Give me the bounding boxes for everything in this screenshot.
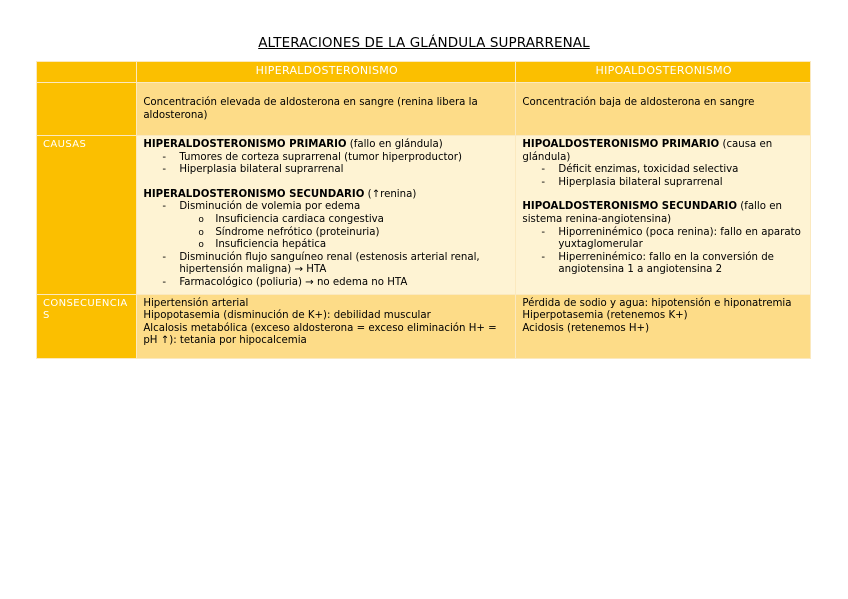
list-item: - Hiperplasia bilateral suprarrenal [162,164,510,177]
list-item: - Farmacológico (poliuria) → no edema no HTA [162,277,510,290]
definition-hipo: Concentración baja de aldosterona en sangre [516,83,811,136]
hiper-edema-sublist [179,214,510,252]
sublist-item: o Insuficiencia hepática [198,239,510,252]
text-line: Hipertensión arterial [143,297,249,309]
text-line: Acidosis (retenemos H+) [522,322,650,334]
causas-hipo [516,136,811,295]
hiper-secundario-title: HIPERALDOSTERONISMO SECUNDARIO [143,188,365,200]
list-item: - Hiperplasia bilateral suprarrenal [541,177,805,190]
hiper-secundario-list [143,201,510,289]
header-hiper: HIPERALDOSTERONISMO [137,62,516,83]
hipo-primario-list [522,164,805,189]
hiper-secundario-heading [143,189,510,202]
header-hipo: HIPOALDOSTERONISMO [516,62,811,83]
hiper-primario-note: (fallo en glándula) [346,139,443,150]
consecuencias-label: CONSECUENCIAS [37,294,137,358]
list-item [162,201,510,251]
hipo-secundario-list [522,227,805,277]
definition-row [37,83,811,136]
sublist-item: o Síndrome nefrótico (proteinuria) [198,227,510,240]
text-line: Hipopotasemia (disminución de K+): debilidad muscular [143,310,431,322]
aldosterone-table [36,61,811,359]
header-corner [37,62,137,83]
hipo-secundario-title: HIPOALDOSTERONISMO SECUNDARIO [522,201,738,213]
text-line: Pérdida de sodio y agua: hipotensión e hiponatremia [522,297,792,309]
hiper-primario-heading [143,139,510,152]
text-line: Alcalosis metabólica (exceso aldosterona = exceso eliminación H+ = pH ↑): tetania por hipocalcemia [143,322,497,347]
causas-hiper [137,136,516,295]
list-item: - Déficit enzimas, toxicidad selectiva [541,164,805,177]
hipo-primario-heading [522,139,805,164]
list-item: - Disminución flujo sanguíneo renal (estenosis arterial renal, hipertensión maligna) → HTA [162,252,510,277]
hipo-primario-note: (causa en glándula) [522,139,773,163]
hiper-primario-title: HIPERALDOSTERONISMO PRIMARIO [143,139,347,150]
consecuencias-row [37,294,811,358]
consecuencias-hipo [516,294,811,358]
page-title: ALTERACIONES DE LA GLÁNDULA SUPRARRENAL [258,35,590,51]
hipo-secundario-heading [522,201,805,226]
definition-hiper: Concentración elevada de aldosterona en sangre (renina libera la aldosterona) [137,83,516,136]
hiper-secundario-note: (↑renina) [364,188,417,200]
causas-label: CAUSAS [37,136,137,295]
sublist-item: o Insuficiencia cardiaca congestiva [198,214,510,227]
list-item: - Tumores de corteza suprarrenal (tumor hiperproductor) [162,152,510,165]
causas-row [37,136,811,295]
hipo-secundario-note: (fallo en sistema renina-angiotensina) [522,201,782,225]
hipo-primario-title: HIPOALDOSTERONISMO PRIMARIO [522,139,720,150]
text-line: Hiperpotasemia (retenemos K+) [522,310,688,322]
hiper-primario-list [143,152,510,177]
list-item: - Hiperreninémico: fallo en la conversión de angiotensina 1 a angiotensina 2 [541,252,805,277]
definition-label [37,83,137,136]
list-item: - Hiporreninémico (poca renina): fallo en aparato yuxtaglomerular [541,227,805,252]
list-item-text: Disminución de volemia por edema [179,201,361,213]
header-row [37,62,811,83]
consecuencias-hiper [137,294,516,358]
